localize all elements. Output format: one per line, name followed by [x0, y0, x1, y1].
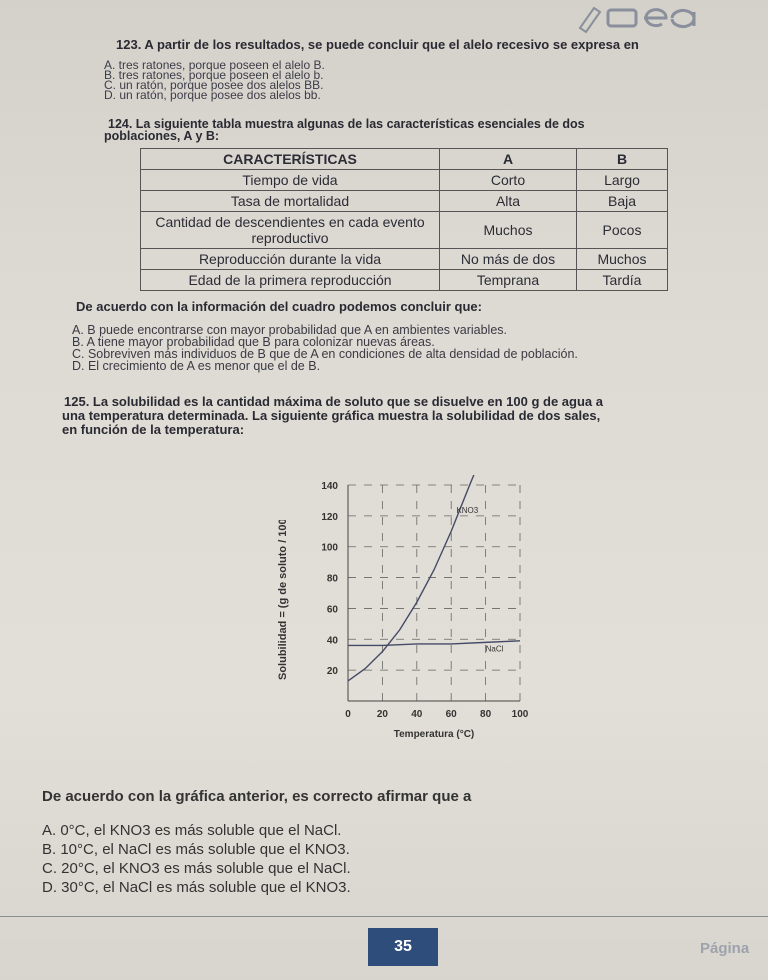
- q123-stem: 123. A partir de los resultados, se puede concluir que el alelo recesivo se expresa en: [116, 37, 639, 52]
- table-cell: Temprana: [440, 270, 577, 291]
- q125-question: De acuerdo con la gráfica anterior, es correcto afirmar que a: [42, 788, 472, 805]
- table-row: [141, 249, 668, 270]
- footer-divider: [0, 916, 768, 917]
- x-tick-label: 20: [376, 709, 388, 720]
- table-row: [141, 170, 668, 191]
- q124-stem-line2: poblaciones, A y B:: [104, 129, 220, 143]
- header-a: A: [440, 149, 577, 170]
- table-cell: Tardía: [577, 270, 668, 291]
- page-number: 35: [368, 928, 438, 966]
- x-tick-label: 40: [411, 709, 423, 720]
- q124-conclusion: De acuerdo con la información del cuadro podemos concluir que:: [76, 299, 482, 314]
- q123-option-c: C. un ratón, porque posee dos alelos BB.: [104, 78, 324, 92]
- q125-option-a: A. 0°C, el KNO3 es más soluble que el NaCl.: [42, 822, 342, 839]
- q125-option-d: D. 30°C, el NaCl es más soluble que el KNO3.: [42, 879, 351, 896]
- table-cell: Reproducción durante la vida: [141, 249, 440, 270]
- y-axis-label: Solubilidad = (g de soluto / 100 g de agua): [277, 520, 289, 680]
- q124-option-b: B. A tiene mayor probabilidad que B para colonizar nuevas áreas.: [72, 335, 435, 349]
- y-tick-label: 80: [326, 573, 338, 585]
- x-axis-label: Temperatura (°C): [393, 729, 475, 740]
- series-label-kno3: KNO3: [456, 505, 479, 515]
- table-cell: Alta: [440, 191, 577, 212]
- page-label: Página: [700, 940, 750, 957]
- header-characteristics: CARACTERÍSTICAS: [141, 149, 440, 170]
- q125-option-c: C. 20°C, el KNO3 es más soluble que el NaCl.: [42, 860, 351, 877]
- q123-option-a: A. tres ratones, porque poseen el alelo B.: [104, 58, 325, 72]
- q124-option-c: C. Sobreviven más individuos de B que de A en condiciones de alta densidad de población.: [72, 347, 578, 361]
- q123-option-b: B. tres ratones, porque poseen el alelo b.: [104, 68, 324, 82]
- q124-option-a: A. B puede encontrarse con mayor probabilidad que A en ambientes variables.: [72, 323, 507, 337]
- y-tick-label: 40: [326, 635, 338, 647]
- table-cell: No más de dos: [440, 249, 577, 270]
- y-tick-label: 20: [326, 666, 338, 678]
- table-cell: Muchos: [577, 249, 668, 270]
- chart-svg: [270, 455, 570, 775]
- q125-option-b: B. 10°C, el NaCl es más soluble que el KNO3.: [42, 841, 350, 858]
- x-tick-label: 100: [511, 709, 529, 720]
- x-tick-label: 80: [480, 709, 492, 720]
- table-cell: Pocos: [577, 212, 668, 249]
- table-cell: Tiempo de vida: [141, 170, 440, 191]
- y-tick-label: 120: [321, 511, 338, 523]
- y-tick-label: 100: [321, 542, 338, 554]
- y-tick-label: 140: [321, 481, 338, 492]
- table-cell: Tasa de mortalidad: [141, 191, 440, 212]
- table-row: [141, 270, 668, 291]
- q125-stem-line3: en función de la temperatura:: [62, 422, 245, 437]
- table-cell: Baja: [577, 191, 668, 212]
- q123-option-d: D. un ratón, porque posee dos alelos bb.: [104, 88, 321, 102]
- table-cell: Largo: [577, 170, 668, 191]
- table-cell: Corto: [440, 170, 577, 191]
- series-label-nacl: NaCl: [485, 644, 504, 654]
- x-tick-label: 60: [445, 709, 457, 720]
- oea-logo: [570, 2, 710, 34]
- table-cell: Edad de la primera reproducción: [141, 270, 440, 291]
- table-header-row: [141, 149, 668, 170]
- header-b: B: [577, 149, 668, 170]
- x-tick-label: 0: [345, 709, 351, 720]
- characteristics-table: [140, 148, 668, 291]
- q125-stem-line1: 125. La solubilidad es la cantidad máxima de soluto que se disuelve en 100 g de agua a: [64, 394, 603, 409]
- q125-stem-line2: una temperatura determinada. La siguiente gráfica muestra la solubilidad de dos sales,: [62, 408, 601, 423]
- q124-stem-line1: 124. La siguiente tabla muestra algunas de las características esenciales de dos: [108, 117, 585, 131]
- table-row: [141, 191, 668, 212]
- table-cell: Cantidad de descendientes en cada evento reproductivo: [141, 212, 440, 249]
- q124-option-d: D. El crecimiento de A es menor que el de B.: [72, 359, 321, 373]
- table-row: [141, 212, 668, 249]
- table-cell: Muchos: [440, 212, 577, 249]
- y-tick-label: 60: [326, 604, 338, 616]
- solubility-chart: [270, 455, 570, 775]
